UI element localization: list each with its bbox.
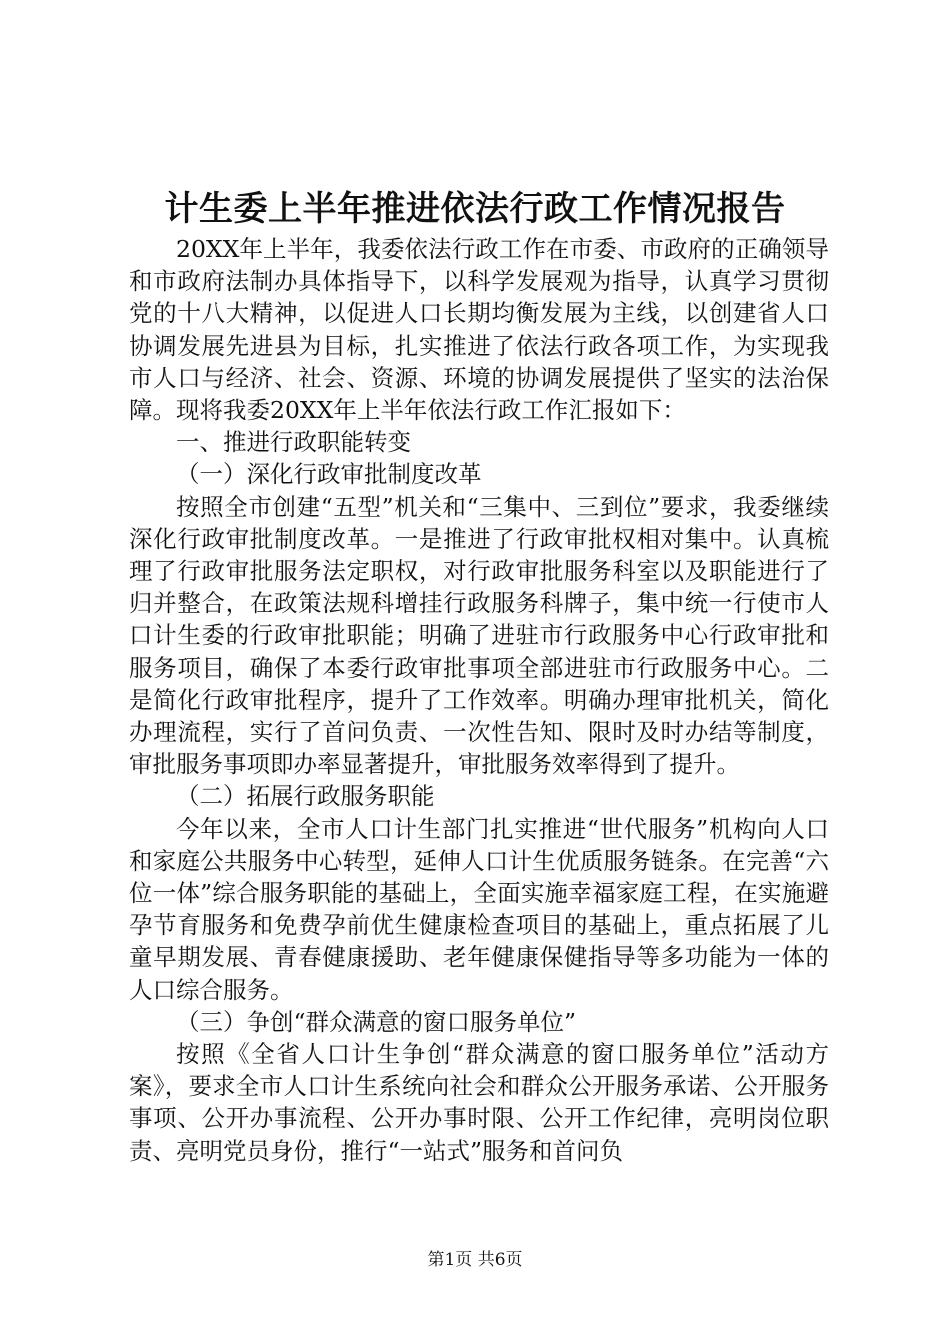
subsection-heading-3: （三）争创“群众满意的窗口服务单位”	[176, 1007, 577, 1036]
paragraph-window-service: 按照《全省人口计生争创“群众满意的窗口服务单位”活动方案》，要求全市人口计生系统向社会和群众公开服务承诺、公开服务事项、公开办事流程、公开办事时限、公开工作纪律，亮明岗位职责、亮明党员身份，推行“一站式”服务和首问负	[129, 1040, 829, 1165]
subsection-heading-1: （一）深化行政审批制度改革	[176, 460, 482, 489]
document-body	[129, 233, 829, 1167]
page-number-footer: 第1页 共6页	[427, 1250, 523, 1270]
paragraph-service-expansion: 今年以来，全市人口计生部门扎实推进“世代服务”机构向人口和家庭公共服务中心转型，延伸人口计生优质服务链条。在完善“六位一体”综合服务职能的基础上，全面实施幸福家庭工程，在实施避孕节育服务和免费孕前优生健康检查项目的基础上，重点拓展了儿童早期发展、青春健康援助、老年健康保健指导等多功能为一体的人口综合服务。	[129, 814, 829, 1004]
subsection-heading-2: （二）拓展行政服务职能	[176, 782, 435, 811]
paragraph-intro: 20XX年上半年，我委依法行政工作在市委、市政府的正确领导和市政府法制办具体指导下，以科学发展观为指导，认真学习贯彻党的十八大精神，以促进人口长期均衡发展为主线，以创建省人口协调发展先进县为目标，扎实推进了依法行政各项工作，为实现我市人口与经济、社会、资源、环境的协调发展提供了坚实的法治保障。现将我委20XX年上半年依法行政工作汇报如下：	[129, 235, 829, 425]
document-title: 计生委上半年推进依法行政工作情况报告	[164, 189, 786, 229]
paragraph-approval-reform: 按照全市创建“五型”机关和“三集中、三到位”要求，我委继续深化行政审批制度改革。一是推进了行政审批权相对集中。认真梳理了行政审批服务法定职权，对行政审批服务科室以及职能进行了归并整合，在政策法规科增挂行政服务科牌子，集中统一行使市人口计生委的行政审批职能；明确了进驻市行政服务中心行政审批和服务项目，确保了本委行政审批事项全部进驻市行政服务中心。二是简化行政审批程序，提升了工作效率。明确办理审批机关，简化办理流程，实行了首问负责、一次性告知、限时及时办结等制度，审批服务事项即办率显著提升，审批服务效率得到了提升。	[129, 492, 829, 779]
section-heading-1: 一、推进行政职能转变	[176, 428, 411, 457]
